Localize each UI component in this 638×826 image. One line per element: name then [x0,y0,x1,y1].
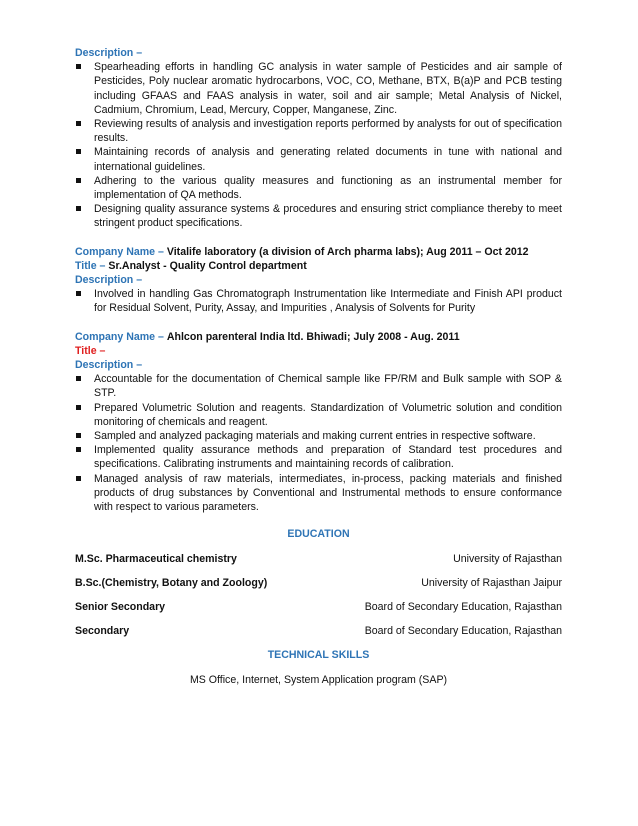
bullet-icon [76,64,81,69]
education-degree: B.Sc.(Chemistry, Botany and Zoology) [75,576,268,589]
technical-skills-text: MS Office, Internet, System Application program (SAP) [189,673,448,686]
education-degree: Secondary [75,625,130,638]
job2-title-value: Sr.Analyst - Quality Control department [108,259,307,272]
job2-bullet-list [75,287,562,315]
list-item: Maintaining records of analysis and generating related documents in tune with national and international guidelines. [75,145,562,173]
list-item: Prepared Volumetric Solution and reagents. Standardization of Volumetric solution and condition monitoring of chemicals and reagent. [75,401,562,429]
job2-company-line [75,245,562,259]
job3-company-label: Company Name – [75,330,164,343]
job3-title-label: Title – [75,344,106,357]
list-item: Adhering to the various quality measures and functioning as an instrumental member for implementation of QA methods. [75,174,562,202]
list-item: Accountable for the documentation of Chemical sample like FP/RM and Bulk sample with SOP & STP. [75,372,562,400]
bullet-icon [76,447,81,452]
education-institution: University of Rajasthan [453,552,562,565]
job3-company-value: Ahlcon parenteral India ltd. Bhiwadi; July 2008 - Aug. 2011 [166,330,460,343]
job3-description-label: Description – [75,359,143,372]
education-institution: Board of Secondary Education, Rajasthan [364,625,562,638]
list-item: Implemented quality assurance methods and preparation of Standard test procedures and specifications. Calibrating instruments and maintaining records of calibration. [75,443,562,471]
job2-description-label: Description – [75,274,143,287]
education-row [75,600,562,614]
bullet-icon [76,476,81,481]
job2-title-line [75,259,562,273]
job3-company-line [75,330,562,344]
list-item: Designing quality assurance systems & procedures and ensuring strict compliance thereby to meet stringent product specifications. [75,202,562,230]
bullet-icon [76,291,81,296]
education-institution: University of Rajasthan Jaipur [421,576,562,589]
education-row [75,576,562,590]
technical-skills-heading: TECHNICAL SKILLS [267,649,370,662]
list-item: Spearheading efforts in handling GC analysis in water sample of Pesticides and air sample of Pesticides, Poly nuclear aromatic hydrocarbons, VOC, CO, Methane, BTX, B(a)P and PCB testing including GFAAS and FAAS analysis in water, soil and air sample; Metal Analysis of Nickel, Cadmium, Chromium, Lead, Mercury, Copper, Manganese, Zinc. [75,60,562,117]
job2-company-value: Vitalife laboratory (a division of Arch pharma labs); Aug 2011 – Oct 2012 [166,245,529,258]
education-row [75,624,562,638]
resume-page [75,46,562,687]
bullet-icon [76,121,81,126]
bullet-icon [76,206,81,211]
bullet-icon [76,433,81,438]
job1-bullet-list [75,60,562,230]
education-heading: EDUCATION [287,528,350,541]
list-item: Involved in handling Gas Chromatograph Instrumentation like Intermediate and Finish API product for Residual Solvent, Purity, Assay, and Impurities , Analysis of Solvents for Purity [75,287,562,315]
education-degree: Senior Secondary [75,600,166,613]
bullet-icon [76,178,81,183]
list-item: Managed analysis of raw materials, intermediates, in-process, packing materials and finished products of drug substances by Conventional and Instrumental methods to ensure conformance with respect to various parameters. [75,472,562,515]
education-institution: Board of Secondary Education, Rajasthan [364,600,562,613]
bullet-icon [76,376,81,381]
list-item: Reviewing results of analysis and investigation reports performed by analysts for out of specification results. [75,117,562,145]
job1-description-label: Description – [75,47,143,59]
job2-title-label: Title – [75,259,106,272]
bullet-icon [76,405,81,410]
education-degree: M.Sc. Pharmaceutical chemistry [75,552,237,565]
list-item: Sampled and analyzed packaging materials and making current entries in respective software. [75,429,562,443]
bullet-icon [76,149,81,154]
education-row [75,552,562,566]
job2-company-label: Company Name – [75,245,164,258]
job3-bullet-list [75,372,562,514]
